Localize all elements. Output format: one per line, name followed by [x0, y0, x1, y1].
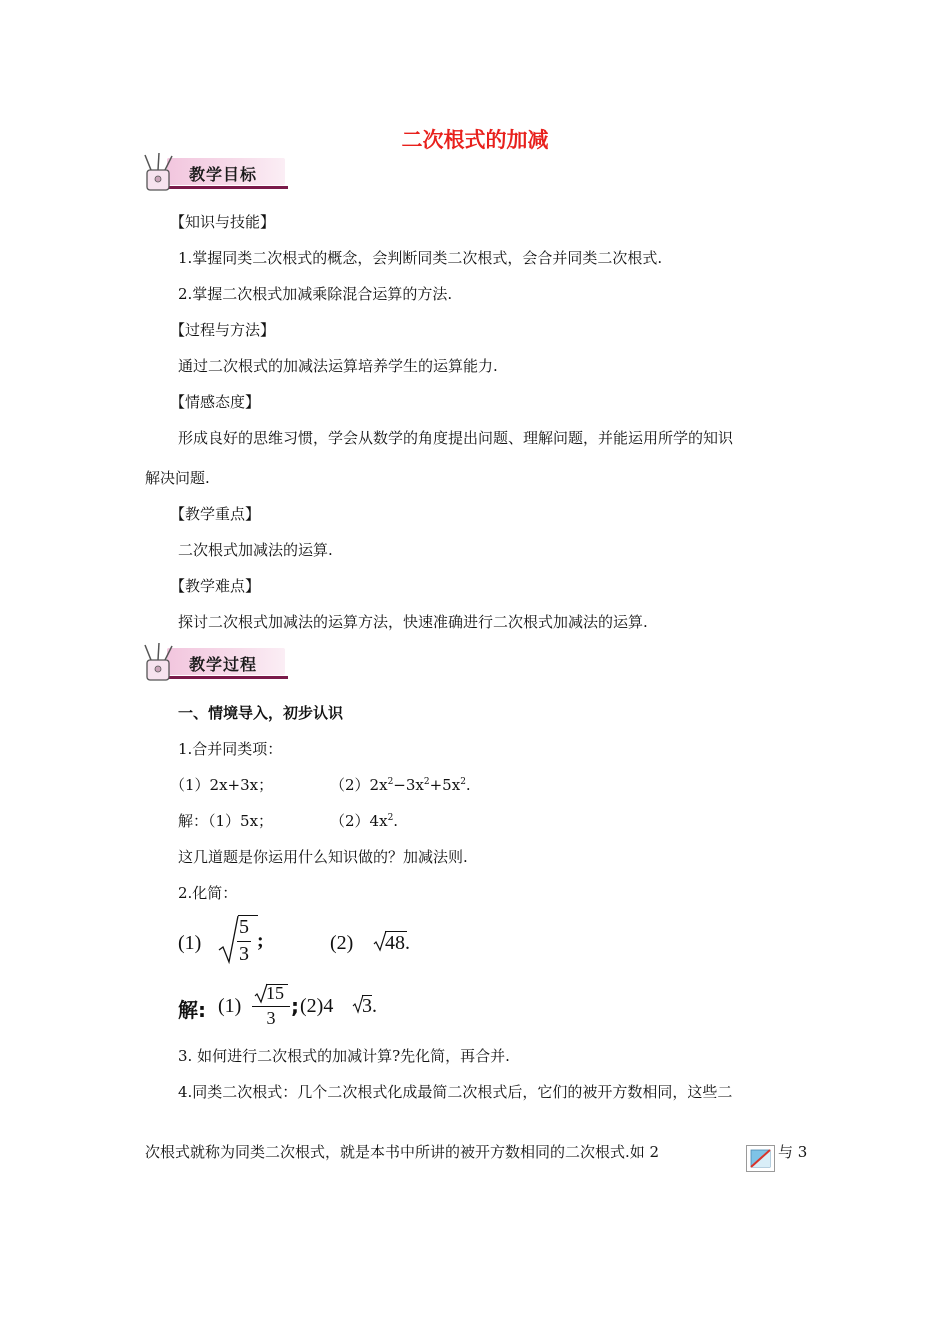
question-4-line-2: 次根式就称为同类二次根式，就是本书中所讲的被开方数相同的二次根式.如 2	[145, 1143, 660, 1161]
knowledge-item-2: 2.掌握二次根式加减乘除混合运算的方法.	[178, 285, 453, 303]
question-1-a: （1）2x+3x；	[170, 776, 274, 794]
emotion-text-line-2: 解决问题.	[145, 469, 210, 487]
question-2-a-label: (1)	[178, 932, 202, 954]
answer-1-a: 解：（1）5x；	[178, 812, 274, 830]
page-title: 二次根式的加减	[401, 128, 549, 152]
question-3: 3. 如何进行二次根式的加减计算?先化简，再合并.	[178, 1047, 510, 1065]
section-banner-goals	[141, 152, 289, 194]
answer-2-a-numerator: 15	[266, 983, 284, 1003]
answer-2-b-radicand: 3.	[362, 995, 377, 1017]
answer-2-label: 解:	[178, 998, 206, 1022]
emotion-text-line-1: 形成良好的思维习惯，学会从数学的角度提出问题、理解问题，并能运用所学的知识	[178, 429, 734, 447]
answer-2-a-label: (1)	[218, 995, 242, 1017]
answer-2-separator: ;	[291, 994, 299, 1018]
question-1-b: $(2)2x^2-3x^2+5x^2$.	[330, 776, 471, 794]
question-4-line-2-end: 与 3	[778, 1143, 808, 1161]
question-4-line-1: 4.同类二次根式：几个二次根式化成最简二次根式后，它们的被开方数相同，这些二	[178, 1083, 733, 1101]
section-1-heading: 一、情境导入，初步认识	[178, 704, 344, 722]
fraction-bar	[237, 941, 251, 942]
question-2-a-end: ;	[257, 930, 264, 952]
question-2-a-denominator: 3	[239, 943, 249, 965]
question-1-note: 这几道题是你运用什么知识做的？加减法则.	[178, 848, 468, 866]
answer-2-b-label: (2)4	[300, 995, 334, 1017]
pencil-cup-icon	[141, 642, 181, 684]
banner-process-text: 教学过程	[189, 655, 258, 674]
question-1: 1.合并同类项：	[178, 740, 283, 758]
pencil-cup-icon	[141, 152, 181, 194]
process-text: 通过二次根式的加减法运算培养学生的运算能力.	[178, 357, 498, 375]
knowledge-item-1: 1.掌握同类二次根式的概念，会判断同类二次根式，会合并同类二次根式.	[178, 249, 663, 267]
knowledge-heading: 【知识与技能】	[170, 213, 276, 231]
question-2-b-label: (2)	[330, 932, 354, 954]
process-heading: 【过程与方法】	[170, 321, 276, 339]
key-point-text: 二次根式加减法的运算.	[178, 541, 333, 559]
difficulty-heading: 【教学难点】	[170, 577, 261, 595]
answer-2-a-denominator: 3	[266, 1008, 276, 1028]
question-2-a-numerator: 5	[239, 916, 249, 938]
section-banner-process	[141, 642, 289, 684]
banner-goals-text: 教学目标	[189, 165, 258, 184]
question-2-b-radicand: 48.	[385, 932, 410, 954]
answer-1-b: $(2)4x^2$.	[330, 812, 399, 830]
broken-image-icon	[746, 1145, 775, 1172]
difficulty-text: 探讨二次根式加减法的运算方法，快速准确进行二次根式加减法的运算.	[178, 613, 648, 631]
emotion-heading: 【情感态度】	[170, 393, 261, 411]
question-2: 2.化简：	[178, 884, 238, 902]
fraction-bar	[252, 1006, 290, 1007]
key-point-heading: 【教学重点】	[170, 505, 261, 523]
